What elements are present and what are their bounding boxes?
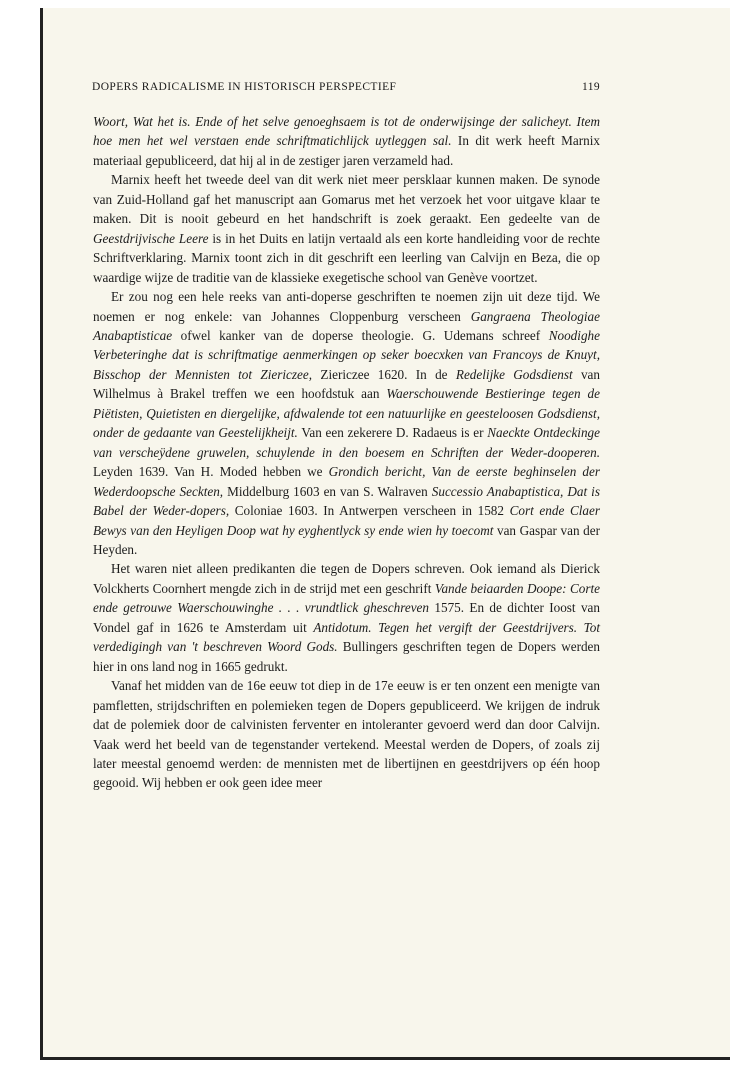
page-number: 119 — [581, 81, 600, 93]
italic-title-text: Waerschouwende Bestieringe tegen de Piëtisten, Quietisten en diergelijke, afdwalende tot een natuurlijke en geesteloosen Godsdienst, onder de gedaante van Geestelijkheijt. — [93, 386, 600, 441]
paragraph — [93, 287, 600, 559]
body-text-run: Leyden 1639. Van H. Moded hebben we — [93, 464, 329, 480]
italic-title-text: Gangraena Theologiae Anabaptisticae — [93, 308, 600, 343]
body-text-run: Ziericzee 1620. In de — [312, 366, 456, 382]
paragraph — [93, 559, 600, 676]
paragraph — [93, 112, 600, 170]
body-text-run: van Gaspar van der Heyden. — [93, 522, 600, 557]
body-text-run: Het waren niet alleen predikanten die tegen de Dopers schreven. Ook iemand als Dierick Volckherts Coornhert mengde zich in de strijd met een geschrift — [93, 561, 600, 596]
body-text-run: 1575. En de dichter Ioost van Vondel gaf in 1626 te Amsterdam uit — [93, 600, 600, 635]
body-text-run: Coloniae 1603. In Antwerpen verscheen in 1582 — [229, 503, 510, 519]
body-text-run: Bullingers geschriften tegen de Dopers werden hier in ons land nog in 1665 gedrukt. — [93, 639, 600, 674]
body-text-run: is in het Duits en latijn vertaald als een korte handleiding voor de rechte Schriftverklaring. Marnix toont zich in dit geschrift een leerling van Calvijn en Beza, die op waardige wijze de traditie van de klassieke exegetische school van Genève voortzet. — [93, 230, 600, 285]
italic-title-text: Geestdrijvische Leere — [93, 230, 209, 246]
italic-title-text: Woort, Wat het is. Ende of het selve genoeghsaem is tot de onderwijsinge der salicheyt. Item hoe men het wel verstaen ende schriftmatichlijck uytleggen sal. — [93, 114, 600, 149]
body-text-run: ofwel kanker van de doperse theologie. G. Udemans schreef — [172, 327, 549, 343]
body-text — [93, 112, 600, 793]
running-header — [92, 81, 600, 97]
body-text-run: van Wilhelmus à Brakel treffen we een hoofdstuk aan — [93, 366, 601, 402]
body-text-run: Er zou nog een hele reeks van anti-doperse geschriften te noemen zijn uit deze tijd. We noemen er nog enkele: van Johannes Cloppenburg verscheen — [93, 289, 600, 324]
body-text-run: Vanaf het midden van de 16e eeuw tot diep in de 17e eeuw is er ten onzent een menigte van pamfletten, strijdschriften en polemieken tegen de Dopers gepubliceerd. We krijgen de indruk dat de polemiek door de calvinisten ferventer en intoleranter gevoerd werd dan door Calvijn. Vaak werd het beeld van de tegenstander vertekend. Meestal werden de Dopers, of zoals zij later meestal genoemd werden: de mennisten met de libertijnen en geestdrijvers op één hoop gegooid. Wij hebben er ook geen idee meer — [93, 678, 600, 791]
italic-title-text: Vande beiaarden Doope: Corte ende getrouwe Waerschouwinghe . . . vrundtlick gheschreven — [93, 580, 601, 616]
italic-title-text: Cort ende Claer Bewys van den Heyligen Doop wat hy eyghentlyck sy ende wien hy toecomt — [93, 503, 600, 538]
italic-title-text: Successio Anabaptistica, Dat is Babel der Weder-dopers, — [93, 483, 600, 519]
paragraph — [93, 676, 600, 793]
italic-title-text: Naeckte Ontdeckinge van verscheÿdene gruwelen, schuylende in den boesem en Schriften der Weder-dooperen. — [93, 425, 601, 460]
body-text-run: Middelburg 1603 en van S. Walraven — [223, 483, 432, 499]
body-text-run: In dit werk heeft Marnix materiaal gepubliceerd, dat hij al in de zestiger jaren verzameld had. — [93, 133, 600, 168]
italic-title-text: Antidotum. Tegen het vergift der Geestdrijvers. Tot verdedigingh van 't beschreven Woord Gods. — [93, 619, 600, 655]
italic-title-text: Noodighe Verbeteringhe dat is schriftmatige aenmerkingen op seker boecxken van Francoys de Knuyt, Bisschop der Mennisten tot Ziericzee, — [93, 327, 600, 382]
body-text-run: Marnix heeft het tweede deel van dit werk niet meer persklaar kunnen maken. De synode van Zuid-Holland gaf het manuscript aan Gomarus met het verzoek het voor uitgave klaar te maken. Dit is nooit gebeurd en het handschrift is zoek geraakt. Een gedeelte van de — [93, 172, 600, 227]
body-text-run: Van een zekerere D. Radaeus is er — [297, 425, 488, 441]
italic-title-text: Grondich bericht, Van de eerste beghinselen der Wederdoopsche Seckten, — [93, 464, 601, 499]
paragraph — [93, 170, 600, 287]
running-title: DOPERS RADICALISME IN HISTORISCH PERSPECTIEF — [92, 81, 397, 93]
italic-title-text: Redelijke Godsdienst — [455, 366, 573, 382]
